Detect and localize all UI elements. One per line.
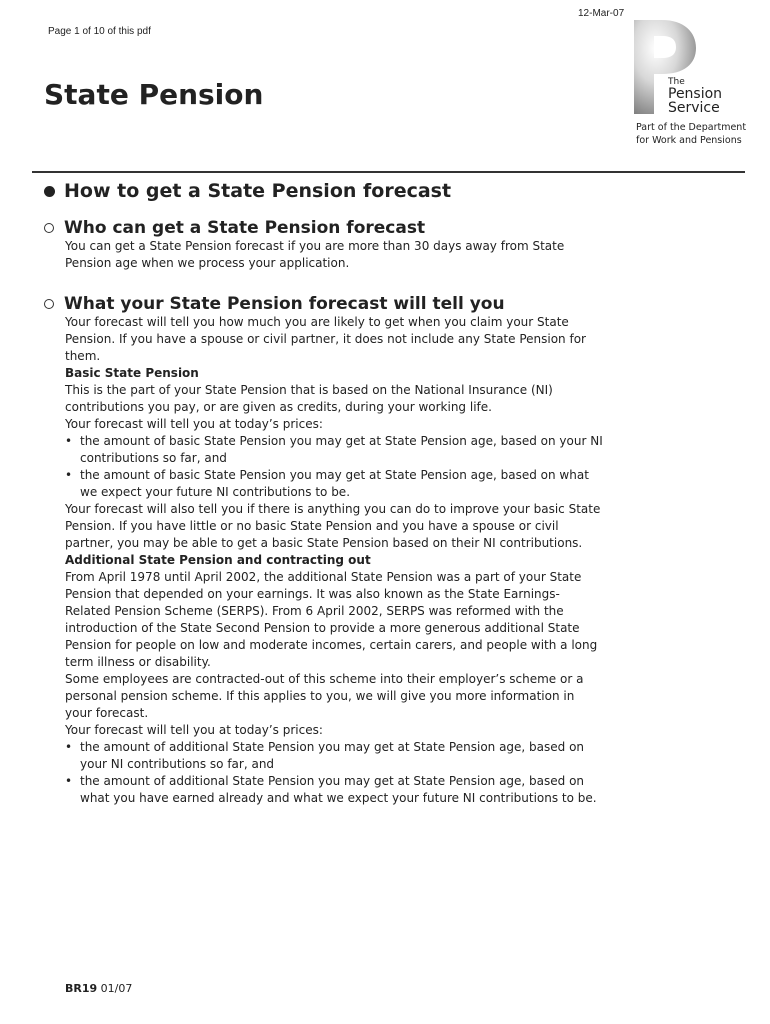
additional-pension-heading: Additional State Pension and contracting out: [65, 553, 371, 567]
org-line2: Service: [668, 100, 720, 116]
bullet-icon: •: [65, 740, 73, 754]
bullet-icon: •: [65, 434, 73, 448]
organisation-name: [668, 78, 722, 115]
main-heading: [44, 180, 604, 202]
section-what-heading-text: What your State Pension forecast will tell you: [64, 294, 505, 314]
list-item: [65, 739, 604, 773]
list-item-text: the amount of basic State Pension you may get at State Pension age, based on what we expect your future NI contributions to be.: [80, 468, 589, 499]
form-code-footer: [65, 982, 132, 995]
hollow-bullet-icon: [44, 223, 54, 233]
page-counter: Page 1 of 10 of this pdf: [48, 26, 151, 37]
bullet-icon: •: [65, 774, 73, 788]
form-code: BR19: [65, 982, 98, 995]
basic-pension-paragraph-2: Your forecast will also tell you if there is anything you can do to improve your basic State Pension. If you have little or no basic State Pension and you have a spouse or civil partner, you may be able to get a basic State Pension based on their NI contributions.: [65, 502, 601, 550]
main-heading-text: How to get a State Pension forecast: [64, 180, 452, 202]
section-who-heading: [44, 218, 604, 238]
filled-bullet-icon: [44, 186, 55, 197]
section-who-paragraph: You can get a State Pension forecast if you are more than 30 days away from State Pension age when we process your application.: [65, 239, 565, 270]
list-item-text: the amount of additional State Pension you may get at State Pension age, based on your NI contributions so far, and: [80, 740, 585, 771]
dept-line1: Part of the Department: [636, 122, 747, 133]
basic-pension-lead: Your forecast will tell you at today’s prices:: [65, 417, 323, 431]
list-item-text: the amount of additional State Pension you may get at State Pension age, based on what you have earned already and what we expect your future NI contributions to be.: [80, 774, 597, 805]
bullet-icon: •: [65, 468, 73, 482]
department-label: [636, 121, 746, 147]
form-date: 01/07: [100, 982, 133, 995]
list-item-text: the amount of basic State Pension you may get at State Pension age, based on your NI contributions so far, and: [80, 434, 603, 465]
list-item: [65, 433, 604, 467]
main-content: [44, 180, 604, 807]
basic-pension-heading: Basic State Pension: [65, 366, 199, 380]
basic-pension-paragraph: This is the part of your State Pension that is based on the National Insurance (NI) contributions you pay, or are given as credits, during your working life.: [65, 383, 553, 414]
section-what-intro: Your forecast will tell you how much you are likely to get when you claim your State Pension. If you have a spouse or civil partner, it does not include any State Pension for them.: [65, 315, 586, 363]
dept-line2: for Work and Pensions: [636, 135, 742, 146]
section-what-body: [65, 314, 604, 807]
list-item: [65, 467, 604, 501]
additional-pension-paragraph: From April 1978 until April 2002, the additional State Pension was a part of your State Pension that depended on your earnings. It was also known as the State Earnings-Related Pension Scheme (SERPS). From 6 April 2002, SERPS was reformed with the introduction of the State Second Pension to provide a more generous additional State Pension for people on low and moderate incomes, certain carers, and people with a long term illness or disability.: [65, 570, 598, 669]
document-title: State Pension: [44, 78, 264, 111]
header-divider: [32, 171, 745, 173]
list-item: [65, 773, 604, 807]
additional-pension-lead: Your forecast will tell you at today’s prices:: [65, 723, 323, 737]
additional-pension-paragraph-2: Some employees are contracted-out of this scheme into their employer’s scheme or a personal pension scheme. If this applies to you, we will give you more information in your forecast.: [65, 672, 584, 720]
date-stamp: 12-Mar-07: [578, 8, 625, 19]
org-the: The: [668, 77, 685, 87]
org-line1: Pension: [668, 86, 723, 102]
section-who-heading-text: Who can get a State Pension forecast: [64, 218, 426, 238]
section-what-heading: [44, 294, 604, 314]
hollow-bullet-icon: [44, 299, 54, 309]
section-who-body: [65, 238, 604, 272]
